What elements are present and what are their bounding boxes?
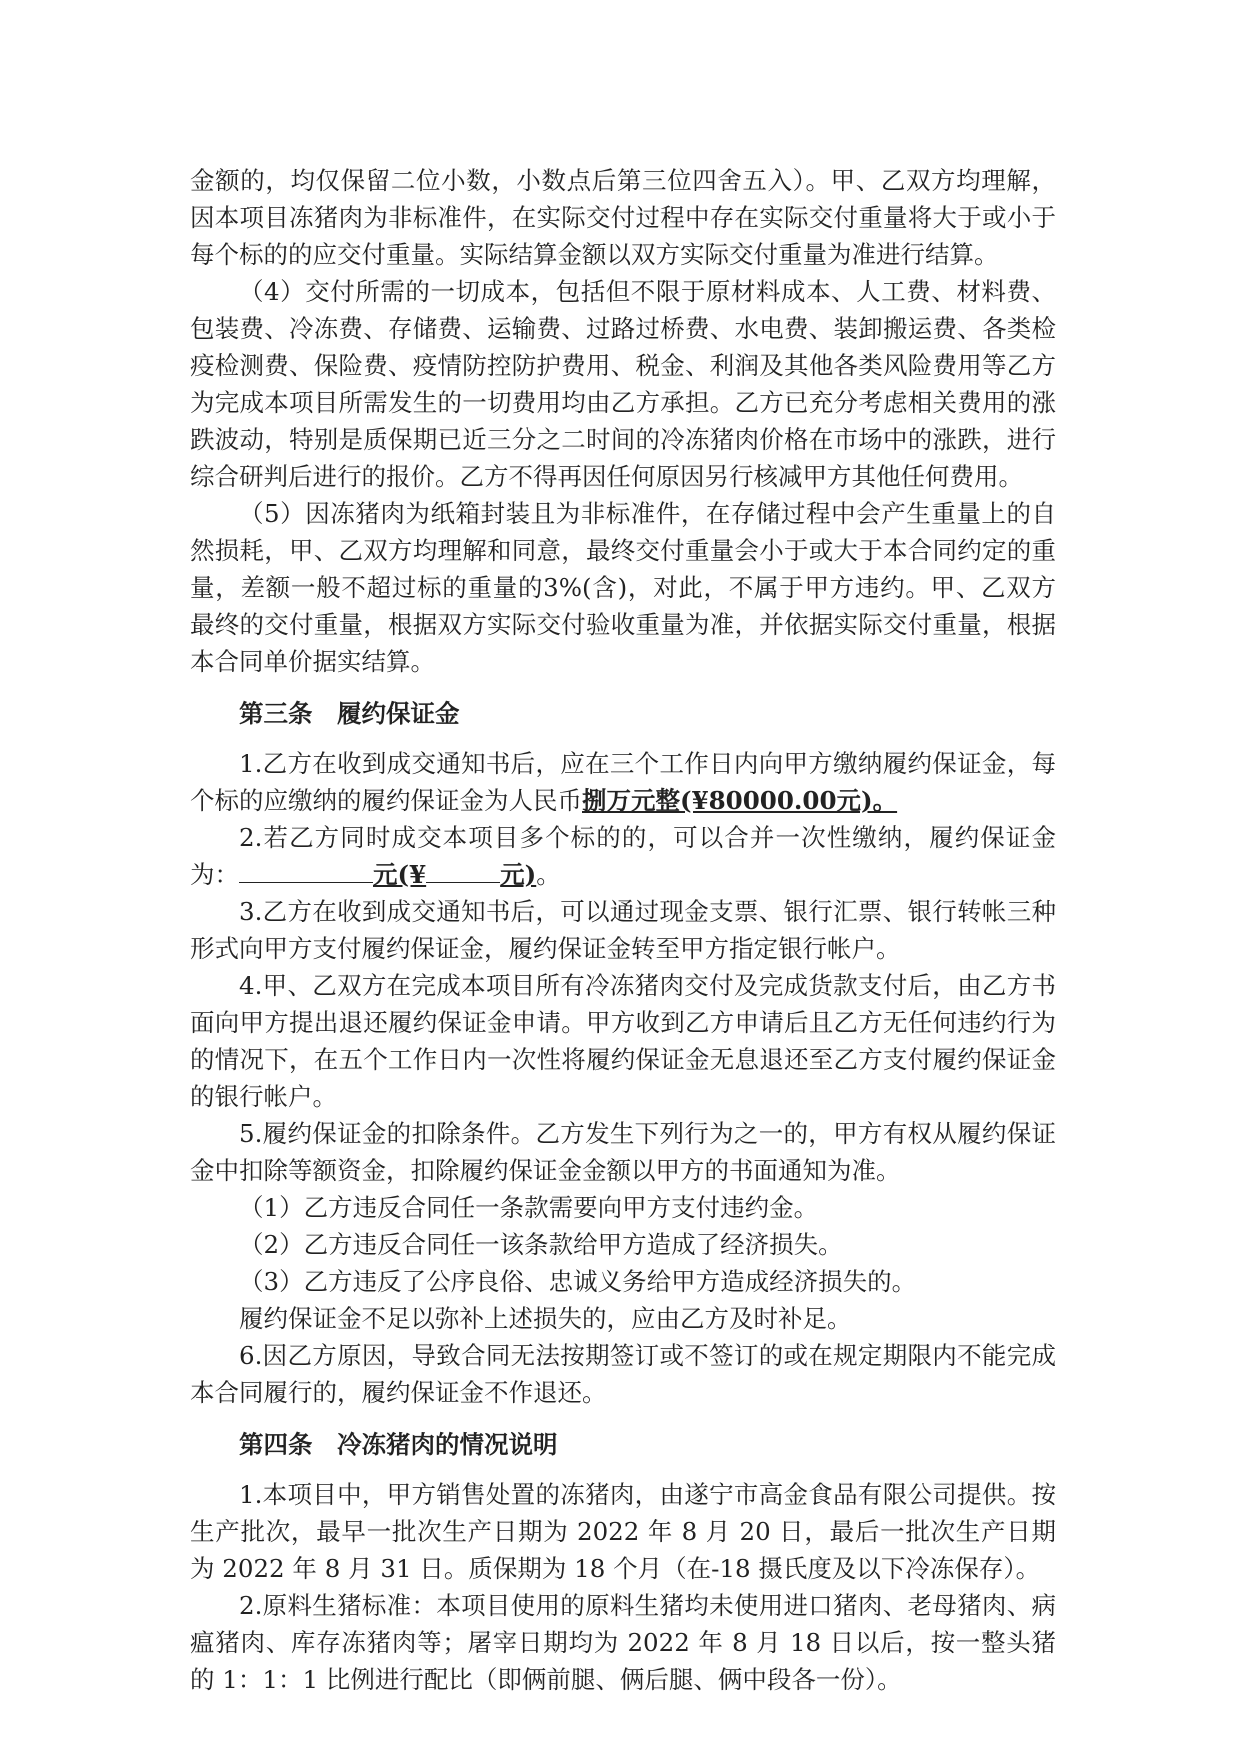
art3-item-3: 3.乙方在收到成交通知书后，可以通过现金支票、银行汇票、银行转帐三种形式向甲方支付履约保证金，履约保证金转至甲方指定银行帐户。 [190, 897, 1056, 963]
art3-item-1-text: 1.乙方在收到成交通知书后，应在三个工作日内向甲方缴纳履约保证金，每个标的应缴纳的履约保证金为人民币 [190, 749, 1056, 815]
art3-item-2-text: 2.若乙方同时成交本项目多个标的的，可以合并一次性缴纳，履约保证金为： [190, 823, 1056, 889]
art4-item-2: 2.原料生猪标准：本项目使用的原料生猪均未使用进口猪肉、老母猪肉、病瘟猪肉、库存冻猪肉等；屠宰日期均为 2022 年 8 月 18 日以后，按一整头猪的 1：1：1 比例进行配比（即俩前腿、俩后腿、俩中段各一份）。 [190, 1591, 1056, 1694]
blank-figure-field [426, 858, 500, 883]
art3-item-4: 4.甲、乙双方在完成本项目所有冷冻猪肉交付及完成货款支付后，由乙方书面向甲方提出退还履约保证金申请。甲方收到乙方申请后且乙方无任何违约行为的情况下，在五个工作日内一次性将履约保证金无息退还至乙方支付履约保证金的银行帐户。 [190, 971, 1056, 1111]
art3-sub-2: （2）乙方违反合同任一该条款给甲方造成了经济损失。 [239, 1230, 843, 1259]
art3-item-5: 5.履约保证金的扣除条件。乙方发生下列行为之一的，甲方有权从履约保证金中扣除等额资金，扣除履约保证金金额以甲方的书面通知为准。 [190, 1119, 1056, 1185]
blank-amount-field [239, 858, 373, 883]
art3-item-6: 6.因乙方原因，导致合同无法按期签订或不签订的或在规定期限内不能完成本合同履行的，履约保证金不作退还。 [190, 1341, 1056, 1407]
art3-sub-1: （1）乙方违反合同任一条款需要向甲方支付违约金。 [239, 1193, 819, 1222]
paragraph-clause-4-costs: （4）交付所需的一切成本，包括但不限于原材料成本、人工费、材料费、包装费、冷冻费、存储费、运输费、过路过桥费、水电费、装卸搬运费、各类检疫检测费、保险费、疫情防控防护费用、税金、利润及其他各类风险费用等乙方为完成本项目所需发生的一切费用均由乙方承担。乙方已充分考虑相关费用的涨跌波动，特别是质保期已近三分之二时间的冷冻猪肉价格在市场中的涨跌，进行综合研判后进行的报价。乙方不得再因任何原因另行核减甲方其他任何费用。 [190, 277, 1056, 491]
art3-note: 履约保证金不足以弥补上述损失的，应由乙方及时补足。 [239, 1304, 852, 1333]
contract-page [190, 162, 1056, 1698]
art4-item-1: 1.本项目中，甲方销售处置的冻猪肉，由遂宁市高金食品有限公司提供。按生产批次，最早一批次生产日期为 2022 年 8 月 20 日，最后一批次生产日期为 2022 年 8 月 31 日。质保期为 18 个月（在-18 摄氏度及以下冷冻保存）。 [190, 1480, 1056, 1583]
art3-sub-3: （3）乙方违反了公序良俗、忠诚义务给甲方造成经济损失的。 [239, 1267, 917, 1296]
art3-item-2-yuan: 元(¥ [373, 860, 427, 889]
art3-item-2 [190, 819, 1056, 893]
article-4-heading: 第四条 冷冻猪肉的情况说明 [239, 1430, 558, 1459]
performance-bond-amount: 捌万元整(¥80000.00元)。 [582, 786, 898, 815]
article-3-heading: 第三条 履约保证金 [239, 699, 460, 728]
art3-item-1 [190, 745, 1056, 819]
art3-item-2-yuan2: 元) [500, 860, 537, 889]
paragraph-clause-5-weight-loss: （5）因冻猪肉为纸箱封装且为非标准件，在存储过程中会产生重量上的自然损耗，甲、乙双方均理解和同意，最终交付重量会小于或大于本合同约定的重量，差额一般不超过标的重量的3%(含)，对此，不属于甲方违约。甲、乙双方最终的交付重量，根据双方实际交付验收重量为准，并依据实际交付重量，根据本合同单价据实结算。 [190, 499, 1056, 676]
art3-item-2-end: 。 [536, 860, 561, 889]
paragraph-settlement: 金额的，均仅保留二位小数，小数点后第三位四舍五入）。甲、乙双方均理解，因本项目冻猪肉为非标准件，在实际交付过程中存在实际交付重量将大于或小于每个标的的应交付重量。实际结算金额以双方实际交付重量为准进行结算。 [190, 166, 1056, 269]
